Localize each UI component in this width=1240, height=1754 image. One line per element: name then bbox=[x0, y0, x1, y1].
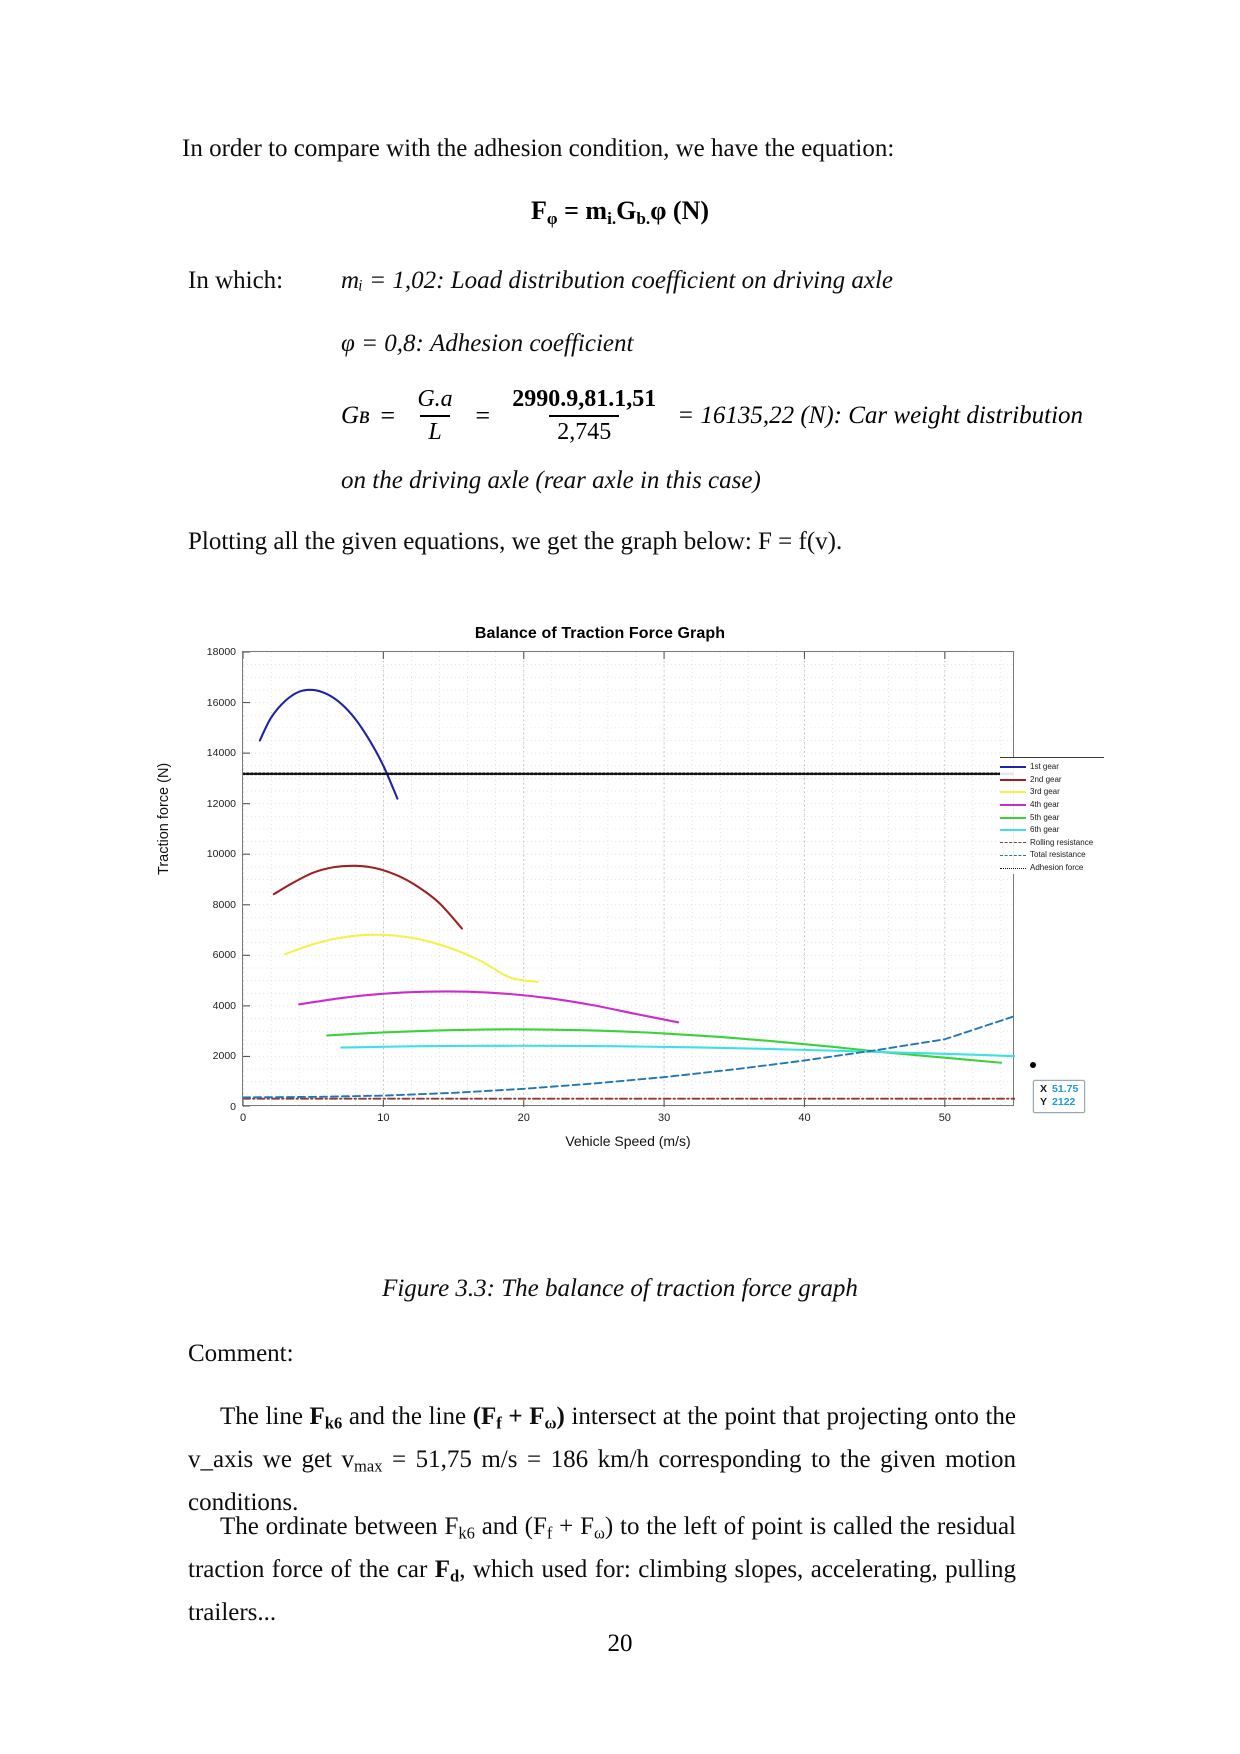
y-tick-2000: 2000 bbox=[212, 1050, 236, 1063]
gb-equation bbox=[341, 386, 1083, 446]
y-tick-0: 0 bbox=[230, 1101, 236, 1113]
y-tick-10000: 10000 bbox=[206, 848, 236, 861]
datatip-y-label: Y bbox=[1040, 1096, 1048, 1109]
legend-item-5th-gear[interactable] bbox=[1000, 811, 1104, 824]
x-axis-label: Vehicle Speed (m/s) bbox=[565, 1133, 691, 1149]
in-which-label: In which: bbox=[188, 267, 284, 294]
y-tick-4000: 4000 bbox=[212, 999, 236, 1012]
legend-label: 6th gear bbox=[1030, 825, 1060, 835]
intro-paragraph: In order to compare with the adhesion condition, we have the equation: bbox=[182, 135, 895, 162]
legend-item-2nd-gear[interactable] bbox=[1000, 774, 1104, 787]
x-tick-30: 30 bbox=[657, 1112, 671, 1124]
plot-area bbox=[206, 646, 1014, 1124]
datatip-x-label: X bbox=[1040, 1083, 1048, 1095]
legend-swatch-icon bbox=[1000, 868, 1026, 869]
legend-swatch-icon bbox=[1000, 855, 1026, 856]
adhesion-force-equation: $F_\varphi = m_{i.}G_{b.}\varphi$ (N) bbox=[530, 196, 710, 228]
datatip-x-value: 51.75 bbox=[1052, 1083, 1079, 1095]
datatip-y-row bbox=[1040, 1096, 1078, 1109]
x-tick-10: 10 bbox=[377, 1112, 390, 1124]
legend-label: Rolling resistance bbox=[1030, 837, 1094, 847]
legend-swatch-icon bbox=[1000, 766, 1026, 768]
datatip-box[interactable] bbox=[1033, 1080, 1085, 1113]
gb-frac2-denominator: 2,745 bbox=[549, 415, 619, 446]
data-series bbox=[243, 690, 1015, 1099]
legend-item-3rd-gear[interactable] bbox=[1000, 786, 1104, 799]
legend-swatch-icon bbox=[1000, 791, 1026, 793]
gb-symbol: Gʙ bbox=[341, 402, 370, 429]
y-tick-6000: 6000 bbox=[212, 949, 236, 962]
legend-label: 5th gear bbox=[1030, 812, 1060, 822]
series-3rd-gear bbox=[285, 935, 538, 982]
gb-equals-1: = bbox=[378, 401, 397, 430]
legend-label: 1st gear bbox=[1030, 762, 1059, 772]
datatip-marker bbox=[1030, 1062, 1036, 1068]
legend-item-rolling-resistance[interactable] bbox=[1000, 837, 1104, 850]
x-tick-40: 40 bbox=[798, 1112, 811, 1124]
figure-caption: Figure 3.3: The balance of traction force graph bbox=[382, 1275, 858, 1302]
y-tick-8000: 8000 bbox=[212, 898, 236, 911]
legend-label: 4th gear bbox=[1030, 800, 1060, 810]
y-tick-16000: 16000 bbox=[206, 696, 236, 709]
legend-item-total-resistance[interactable] bbox=[1000, 849, 1104, 862]
legend-item-6th-gear[interactable] bbox=[1000, 824, 1104, 837]
y-tick-18000: 18000 bbox=[206, 646, 236, 658]
plotting-paragraph: Plotting all the given equations, we get the graph below: F = f(v). bbox=[188, 528, 843, 555]
chart-title: Balance of Traction Force Graph bbox=[474, 625, 726, 642]
gb-continuation: on the driving axle (rear axle in this case) bbox=[341, 467, 761, 494]
legend-label: 3rd gear bbox=[1030, 787, 1060, 797]
chart-canvas bbox=[243, 652, 1015, 1107]
gb-result: = 16135,22 (N): Car weight distribution bbox=[677, 402, 1084, 429]
gb-frac1-numerator: G.a bbox=[417, 386, 453, 412]
gb-equals-2: = bbox=[473, 401, 492, 430]
y-tick-14000: 14000 bbox=[206, 747, 236, 760]
phi-definition: φ = 0,8: Adhesion coefficient bbox=[341, 330, 634, 357]
x-tick-20: 20 bbox=[517, 1112, 530, 1124]
legend-item-1st-gear[interactable] bbox=[1000, 761, 1104, 774]
comment-paragraph-2: The ordinate between $F_{k6}$ and $(F_f + F_\omega)$ to the left of point is called the residual traction force of the car $F_d$, which used for: climbing slopes, accelerating, pulling trailers... bbox=[188, 1513, 1023, 1626]
series-4th-gear bbox=[299, 991, 678, 1022]
legend-swatch-icon bbox=[1000, 829, 1026, 831]
gb-fraction-1 bbox=[409, 386, 460, 446]
y-tick-12000: 12000 bbox=[206, 797, 236, 810]
legend-item-4th-gear[interactable] bbox=[1000, 799, 1104, 812]
datatip-y-value: 2122 bbox=[1052, 1096, 1076, 1109]
page-number: 20 bbox=[607, 1630, 633, 1657]
legend-swatch-icon bbox=[1000, 817, 1026, 819]
datatip-x-row bbox=[1040, 1083, 1078, 1096]
series-1st-gear bbox=[260, 690, 398, 799]
chart-legend bbox=[1000, 757, 1104, 874]
legend-swatch-icon bbox=[1000, 779, 1026, 781]
x-tick-0: 0 bbox=[239, 1112, 247, 1124]
gb-frac2-numerator: 2990.9,81.1,51 bbox=[512, 386, 657, 412]
mi-definition: mᵢ = 1,02: Load distribution coefficient on driving axle bbox=[341, 267, 894, 294]
legend-item-adhesion-force[interactable] bbox=[1000, 862, 1104, 875]
legend-label: 2nd gear bbox=[1030, 774, 1062, 784]
grid-lines bbox=[243, 652, 1015, 1107]
comment-paragraph-1: The line $F_{k6}$ and the line $(F_f + F_\omega)$ intersect at the point that projecting onto the v_axis we get $v_{max} = 51,75$ m/s = 186 km/h corresponding to the given motion conditions. bbox=[188, 1403, 1023, 1516]
legend-label: Adhesion force bbox=[1030, 863, 1084, 873]
y-axis-label: Traction force (N) bbox=[156, 762, 172, 875]
series-2nd-gear bbox=[274, 866, 462, 929]
legend-swatch-icon bbox=[1000, 804, 1026, 806]
legend-label: Total resistance bbox=[1030, 850, 1086, 860]
legend-swatch-icon bbox=[1000, 842, 1026, 843]
x-tick-50: 50 bbox=[938, 1112, 951, 1124]
gb-fraction-2 bbox=[504, 386, 664, 446]
gb-frac1-denominator: L bbox=[420, 415, 449, 446]
comment-heading: Comment: bbox=[188, 1340, 294, 1367]
